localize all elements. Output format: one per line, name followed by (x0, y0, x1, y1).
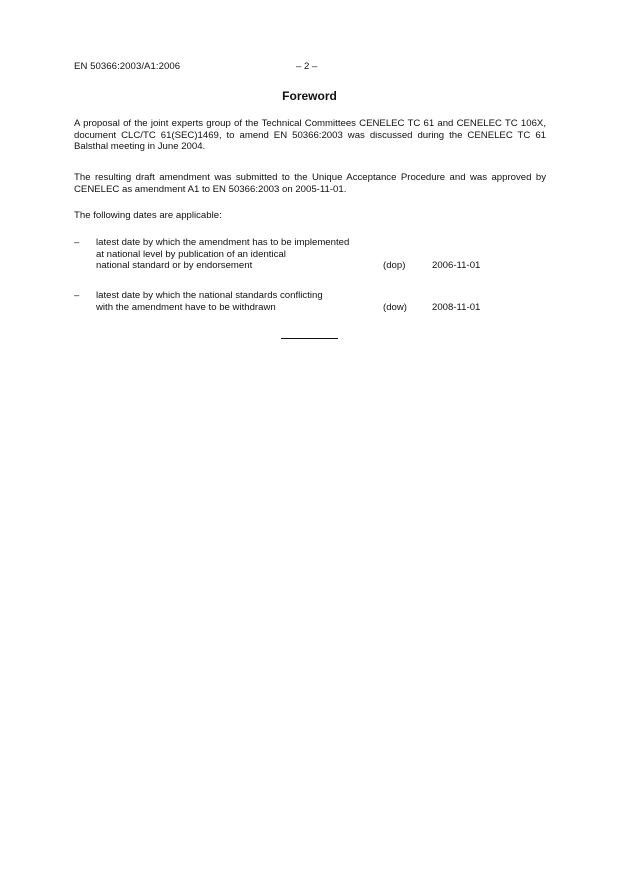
description-line: latest date by which the national standards conflicting (96, 290, 323, 301)
date-abbreviation: (dow) (383, 301, 407, 313)
date-item-dow (74, 290, 546, 314)
date-item-description (96, 290, 386, 313)
document-identifier: EN 50366:2003/A1:2006 (74, 61, 181, 72)
date-value: 2006-11-01 (432, 260, 481, 272)
description-line: national standard or by endorsement (96, 260, 253, 272)
list-dash: – (74, 237, 80, 248)
page-number: – 2 – (296, 61, 318, 72)
end-of-section-rule (281, 338, 338, 339)
description-line: latest date by which the amendment has to be implemented (96, 237, 350, 248)
date-abbreviation: (dop) (383, 260, 406, 272)
description-line: at national level by publication of an identical (96, 248, 286, 260)
description-line: with the amendment have to be withdrawn (96, 301, 276, 313)
list-dash: – (74, 290, 80, 301)
date-item-description (96, 237, 386, 272)
foreword-paragraph-approval: The resulting draft amendment was submitted to the Unique Acceptance Procedure and was approved by CENELEC as amendment A1 to EN 50366:2003 on 2005-11-01. (74, 172, 546, 195)
foreword-paragraph-proposal: A proposal of the joint experts group of the Technical Committees CENELEC TC 61 and CENELEC TC 106X, document CLC/TC 61(SEC)1469, to amend EN 50366:2003 was discussed during the CENELEC TC 61 Balsthal meeting in June 2004. (74, 118, 546, 153)
date-item-dop (74, 237, 546, 273)
date-value: 2008-11-01 (432, 301, 481, 313)
foreword-paragraph-dates-intro: The following dates are applicable: (74, 210, 222, 221)
section-title: Foreword (282, 89, 337, 103)
